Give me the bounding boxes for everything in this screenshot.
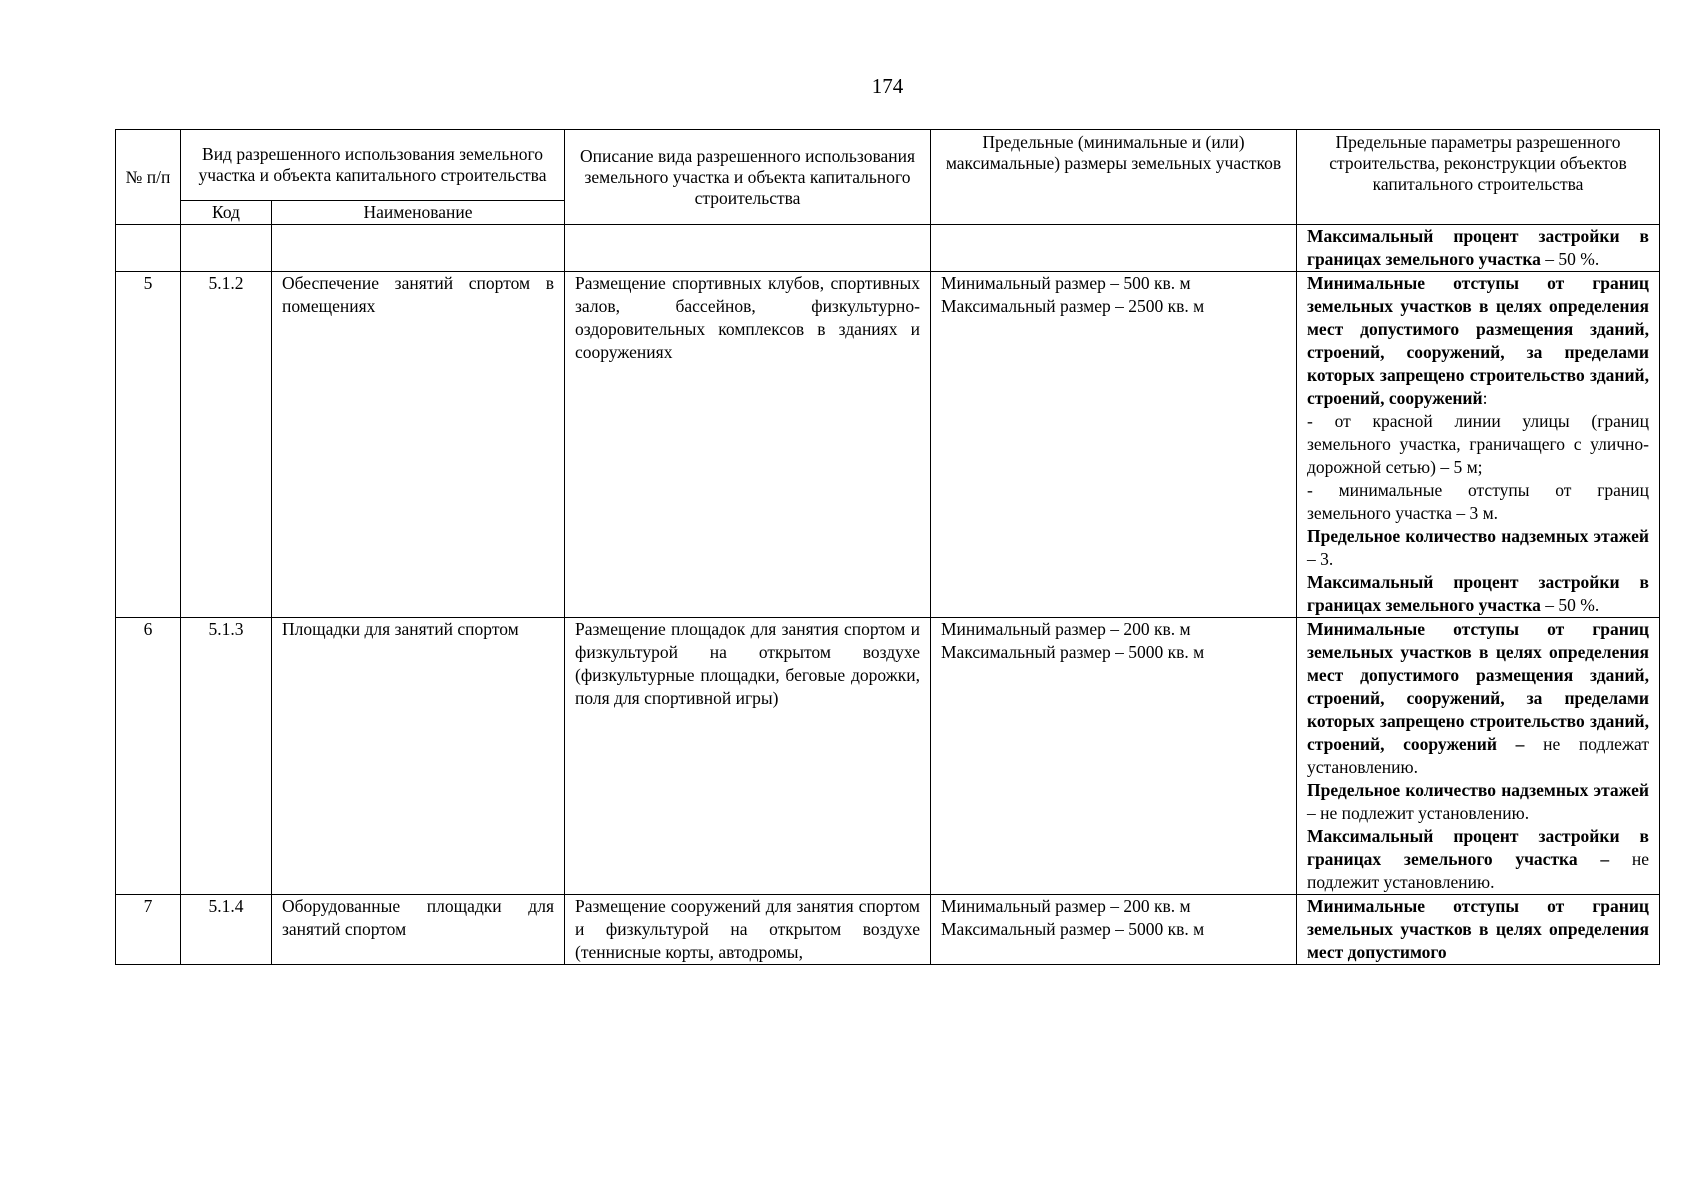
row-name: Площадки для занятий спортом — [272, 618, 565, 895]
table-row-continuation — [116, 225, 1660, 272]
size-min: Минимальный размер – 200 кв. м — [941, 619, 1191, 639]
header-sizes: Предельные (минимальные и (или) максимальные) размеры земельных участков — [931, 130, 1297, 225]
header-vri: Вид разрешенного использования земельного участка и объекта капитального строительства — [181, 130, 565, 201]
row-params: Минимальные отступы от границ земельных участков в целях определения мест допустимого размещения зданий, строений, сооружений, за пределами которых запрещено строительство зданий, строений, сооружений: - от красной линии улицы (границ земельного участка, граничащего с улично-дорожной сетью) – 5 м; - минимальные отступы от границ земельного участка – 3 м. Предельное количество надземных этажей – 3. Максимальный процент застройки в границах земельного участка – 50 %. — [1297, 272, 1660, 618]
header-num: № п/п — [116, 130, 181, 225]
table-row — [116, 895, 1660, 965]
row-code: 5.1.2 — [181, 272, 272, 618]
row-params: Минимальные отступы от границ земельных участков в целях определения мест допустимого — [1297, 895, 1660, 965]
row-name: Обеспечение занятий спортом в помещениях — [272, 272, 565, 618]
size-min: Минимальный размер – 500 кв. м — [941, 273, 1191, 293]
row-desc: Размещение спортивных клубов, спортивных залов, бассейнов, физкультурно-оздоровительных комплексов в зданиях и сооружениях — [565, 272, 931, 618]
size-max: Максимальный размер – 5000 кв. м — [941, 642, 1205, 662]
header-code: Код — [181, 201, 272, 225]
table-row — [116, 272, 1660, 618]
row-sizes — [931, 272, 1297, 618]
row-desc: Размещение сооружений для занятия спортом и физкультурой на открытом воздухе (теннисные корты, автодромы, — [565, 895, 931, 965]
row-desc: Размещение площадок для занятия спортом и физкультурой на открытом воздухе (физкультурные площадки, беговые дорожки, поля для спортивной игры) — [565, 618, 931, 895]
page-number: 174 — [871, 74, 904, 98]
row-num: 7 — [116, 895, 181, 965]
row-code: 5.1.4 — [181, 895, 272, 965]
header-name: Наименование — [272, 201, 565, 225]
row-sizes — [931, 895, 1297, 965]
size-max: Максимальный размер – 5000 кв. м — [941, 919, 1205, 939]
size-max: Максимальный размер – 2500 кв. м — [941, 296, 1205, 316]
row-name: Оборудованные площадки для занятий спортом — [272, 895, 565, 965]
zoning-table — [115, 129, 1660, 965]
row-num: 5 — [116, 272, 181, 618]
table-header — [116, 130, 1660, 225]
params-cell: Максимальный процент застройки в границах земельного участка – 50 %. — [1297, 225, 1660, 272]
row-sizes — [931, 618, 1297, 895]
header-desc: Описание вида разрешенного использования земельного участка и объекта капитального строительства — [565, 130, 931, 225]
size-min: Минимальный размер – 200 кв. м — [941, 896, 1191, 916]
row-code: 5.1.3 — [181, 618, 272, 895]
table-row — [116, 618, 1660, 895]
row-params: Минимальные отступы от границ земельных участков в целях определения мест допустимого размещения зданий, строений, сооружений, за пределами которых запрещено строительство зданий, строений, сооружений – не подлежат установлению. Предельное количество надземных этажей – не подлежит установлению. Максимальный процент застройки в границах земельного участка – не подлежит установлению. — [1297, 618, 1660, 895]
header-params: Предельные параметры разрешенного строительства, реконструкции объектов капитального строительства — [1297, 130, 1660, 225]
row-num: 6 — [116, 618, 181, 895]
